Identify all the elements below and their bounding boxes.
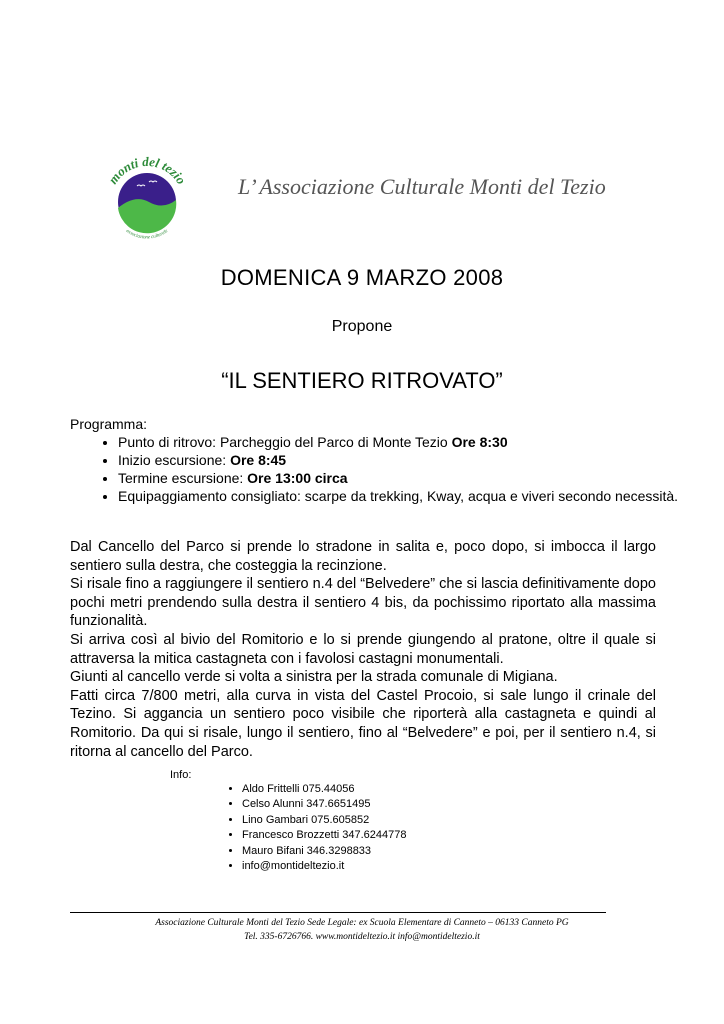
- contact-item: • Francesco Brozzetti 347.6244778: [242, 828, 407, 843]
- contact-item: • Mauro Bifani 346.3298833: [242, 844, 407, 859]
- description-paragraph: Giunti al cancello verde si volta a sinistra per la strada comunale di Migiana.: [70, 669, 558, 686]
- org-title: L’ Associazione Culturale Monti del Tezio: [238, 174, 606, 199]
- route-description: [70, 538, 656, 761]
- programma-list: [86, 433, 698, 505]
- programma-item: • Punto di ritrovo: Parcheggio del Parco di Monte Tezio Ore 8:30: [118, 433, 698, 451]
- description-paragraph: Dal Cancello del Parco si prende lo stradone in salita e, poco dopo, si imbocca il largo sentiero sulla destra, che costeggia la recinzione.: [70, 539, 656, 574]
- description-paragraph: Fatti circa 7/800 metri, alla curva in vista del Castel Procoio, si sale lungo il crinale del Tezino. Si aggancia un sentiero poco visibile che riporterà alla castagneta e quindi al Romitorio. Da qui si risale, lungo il sentiero, fino al “Belvedere” e poi, per il sentiero n.4, si ritorna al cancello del Parco.: [70, 687, 656, 760]
- description-paragraph: Si arriva così al bivio del Romitorio e lo si prende giungendo al pratone, oltre il quale si attraversa la mitica castagneta con i favolosi castagni monumentali.: [70, 631, 656, 667]
- footer-contacts: Tel. 335-6726766. www.montideltezio.it info@montideltezio.it: [244, 932, 480, 942]
- description-paragraph: Si risale fino a raggiungere il sentiero n.4 del “Belvedere” che si lascia definitivamente dopo pochi metri prendendo sulla destra il sentiero 4 bis, da pochissimo riportato alla massima funzionalità.: [70, 576, 656, 630]
- programma-item: • Inizio escursione: Ore 8:45: [118, 451, 698, 469]
- footer-address: Associazione Culturale Monti del Tezio Sede Legale: ex Scuola Elementare di Canneto – 06133 Canneto PG: [155, 918, 569, 928]
- svg-text:associazione culturale: associazione culturale: [124, 228, 170, 241]
- footer-divider: [70, 912, 606, 913]
- association-logo: [97, 150, 197, 250]
- contact-item: • Aldo Frittelli 075.44056: [242, 782, 407, 797]
- propone-label: Propone: [331, 318, 393, 335]
- info-label: Info:: [170, 769, 192, 781]
- event-title: “IL SENTIERO RITROVATO”: [221, 368, 503, 393]
- event-date: DOMENICA 9 MARZO 2008: [220, 265, 504, 290]
- programma-item: • Equipaggiamento consigliato: scarpe da trekking, Kway, acqua e viveri secondo necessità.: [118, 487, 698, 505]
- contact-item: • Lino Gambari 075.605852: [242, 813, 407, 828]
- contact-item: • Celso Alunni 347.6651495: [242, 797, 407, 812]
- svg-text:monti del tezio: monti del tezio: [105, 153, 190, 187]
- programma-item: • Termine escursione: Ore 13:00 circa: [118, 469, 698, 487]
- contact-list: [210, 782, 407, 874]
- contact-email: • info@montideltezio.it: [242, 859, 407, 874]
- programma-label: Programma:: [70, 416, 148, 432]
